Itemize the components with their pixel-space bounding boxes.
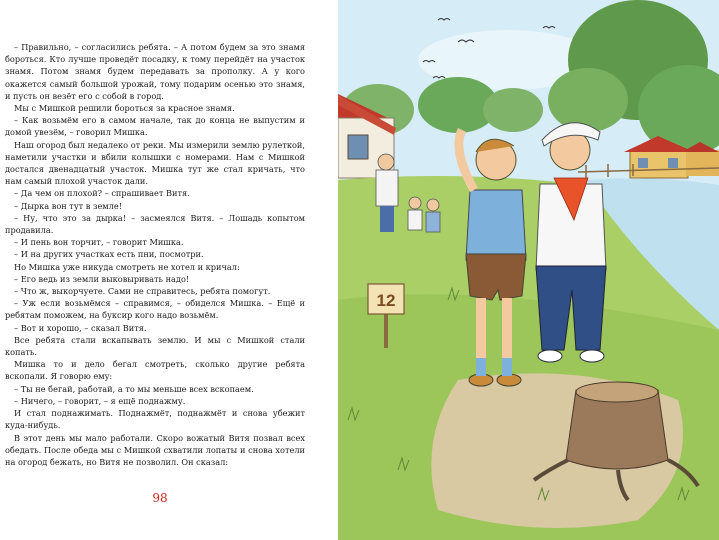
- paragraph: – Ты не бегай, работай, а то мы меньше всех вскопаем.: [14, 383, 254, 394]
- paragraph: – Правильно, – согласились ребята. – А потом будем за это знамя бороться. Кто лучше проведёт посадку, к тому перейдёт на участок знамя. Потом знамя будем передавать за прополку. А у кого окажется самый большой урожай, тому подарим осенью это знамя, и пусть он везёт его с собой в город.: [5, 42, 305, 101]
- illustration-scene: [338, 0, 719, 540]
- paragraph: Но Мишка уже никуда смотреть не хотел и кричал:: [14, 261, 240, 272]
- paragraph: Мишка то и дело бегал смотреть, сколько другие ребята вскопали. Я говорю ему:: [5, 359, 305, 382]
- plot-sign-number: 12: [376, 291, 396, 310]
- paragraph: Наш огород был недалеко от реки. Мы измерили землю рулеткой, наметили участки и вбили колышки с номерами. Нам с Мишкой достался двенадцатый участок. Мишка тут же стал кричать, что нам самый плохой участок дали.: [5, 139, 305, 187]
- paragraph: И стал поднажимать. Поднажмёт, поднажмёт и снова убежит куда-нибудь.: [5, 408, 305, 431]
- illustration: [338, 0, 719, 540]
- paragraph: В этот день мы мало работали. Скоро вожатый Витя позвал всех обедать. После обеда мы с Мишкой схватили лопаты и снова хотели на огород бежать, но Витя не позволил. Он сказал:: [5, 432, 305, 467]
- paragraph: – Ничего, – говорит, – я ещё поднажму.: [14, 395, 186, 406]
- paragraph: – Как возьмём его в самом начале, так до конца не выпустим и домой увезём, – говорил Мишка.: [5, 115, 305, 138]
- paragraph: – И пень вон торчит, – говорит Мишка.: [14, 237, 184, 248]
- paragraph: – Уж если возьмёмся – справимся, – обиделся Мишка. – Ещё и ребятам поможем, на буксир кого надо возьмём.: [5, 298, 305, 321]
- page-number: 98: [152, 491, 168, 505]
- paragraph: Все ребята стали вскапывать землю. И мы с Мишкой стали копать.: [5, 334, 305, 358]
- text-page: [0, 0, 338, 540]
- paragraph: – Что ж, выкорчуете. Сами не справитесь, ребята помогут.: [14, 286, 271, 297]
- paragraph: Мы с Мишкой решили бороться за красное знамя.: [14, 103, 235, 114]
- paragraph: – Ну, что это за дырка! – засмеялся Витя. – Лошадь копытом продавила.: [5, 212, 305, 236]
- paragraph: – Да чем он плохой? – спрашивает Витя.: [14, 188, 190, 199]
- paragraph: – И на других участках есть пни, посмотри.: [14, 249, 204, 260]
- paragraph: – Вот и хорошо, – сказал Витя.: [14, 322, 147, 333]
- paragraph: – Его ведь из земли выковыривать надо!: [14, 273, 190, 284]
- body-text: [5, 41, 305, 468]
- paragraph: – Дырка вон тут в земле!: [14, 200, 123, 211]
